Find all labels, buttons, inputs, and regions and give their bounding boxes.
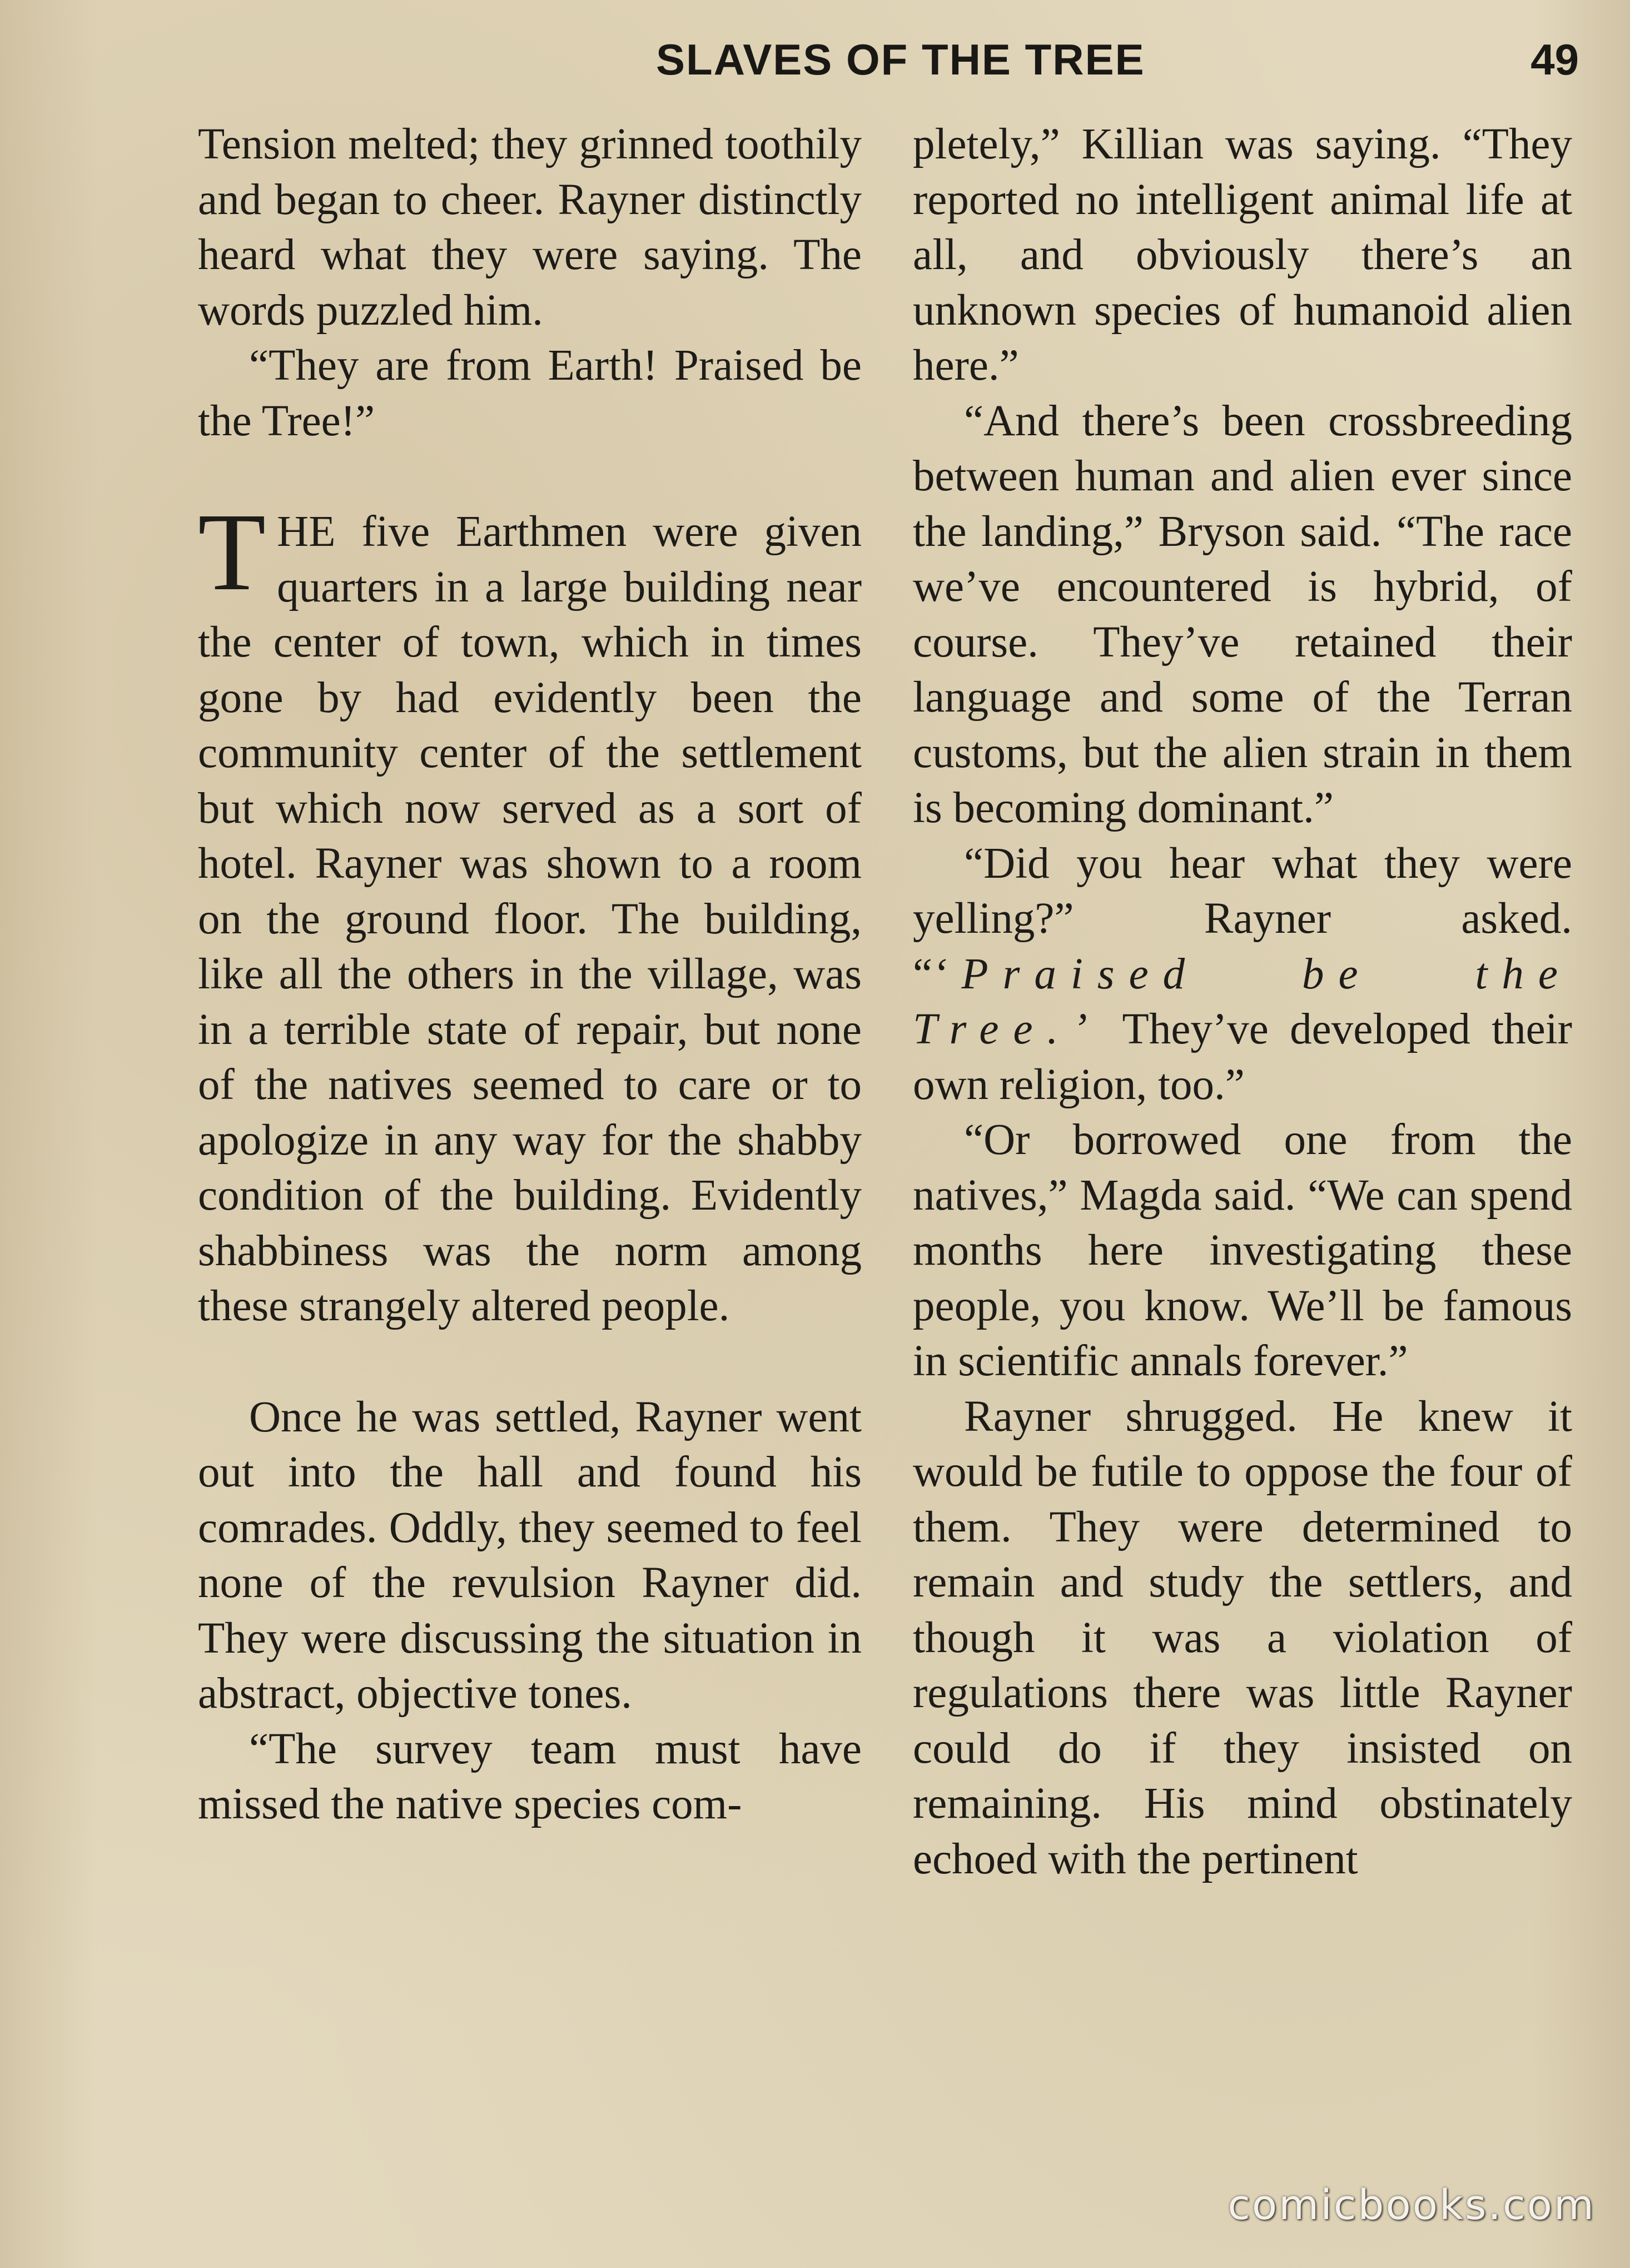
paragraph: pletely,” Killian was saying. “They reported no intelligent animal life at all, and obviously there’s an unknown species of humanoid alien here.” [913,120,1572,390]
page-number: 49 [1530,35,1579,84]
paragraph: Once he was settled, Rayner went out into the hall and found his comrades. Oddly, they seemed to feel none of the revulsion Rayner did. They were discussing the situation in abstract, objective tones. [198,1392,862,1718]
left-column [198,117,862,1832]
paragraph-text: “Did you hear what they were yelling?” Rayner asked. “ [913,839,1572,998]
paragraph-text: They’ve developed their own religion, too.” [913,1005,1572,1109]
drop-cap: T [198,491,266,614]
paragraph: Tension melted; they grinned toothily and began to cheer. Rayner distinctly heard what they were saying. The words puzzled him. [198,120,862,335]
site-watermark: comicbooks.com [1228,2181,1596,2229]
right-column [913,117,1572,1887]
running-title: SLAVES OF THE TREE [656,35,1145,84]
paragraph: “They are from Earth! Praised be the Tree!” [198,341,862,445]
paragraph-with-drop-cap [198,491,862,1334]
paragraph: “And there’s been crossbreeding between human and alien ever since the landing,” Bryson said. “The race we’ve encountered is hybrid, of course. They’ve retained their language and some of the Terran customs, but the alien strain in them is becoming dominant.” [913,396,1572,832]
paragraph: “Or borrowed one from the natives,” Magda said. “We can spend months here investigating these people, you know. We’ll be famous in scientific annals forever.” [913,1116,1572,1385]
paragraph-text: HE five Earthmen were given quarters in a large building near the center of town, which in times gone by had evidently been the community center of the settlement but which now served as a sort of hotel. Rayner was shown to a room on the ground floor. The building, like all the others in the village, was in a terrible state of repair, but none of the natives seemed to care or to apologize in any way for the shabby condition of the building. Evidently shabbiness was the norm among these strangely altered people. [198,508,862,1330]
paragraph [913,836,1572,1113]
spaced-quote: ‘Praised be the Tree.’ [913,949,1572,1053]
paragraph: “The survey team must have missed the native species com- [198,1724,862,1828]
paragraph: Rayner shrugged. He knew it would be futile to oppose the four of them. They were determined to remain and study the settlers, and though it was a violation of regulations there was little Rayner could do if they insisted on remaining. His mind obstinately echoed with the pertinent [913,1392,1572,1883]
